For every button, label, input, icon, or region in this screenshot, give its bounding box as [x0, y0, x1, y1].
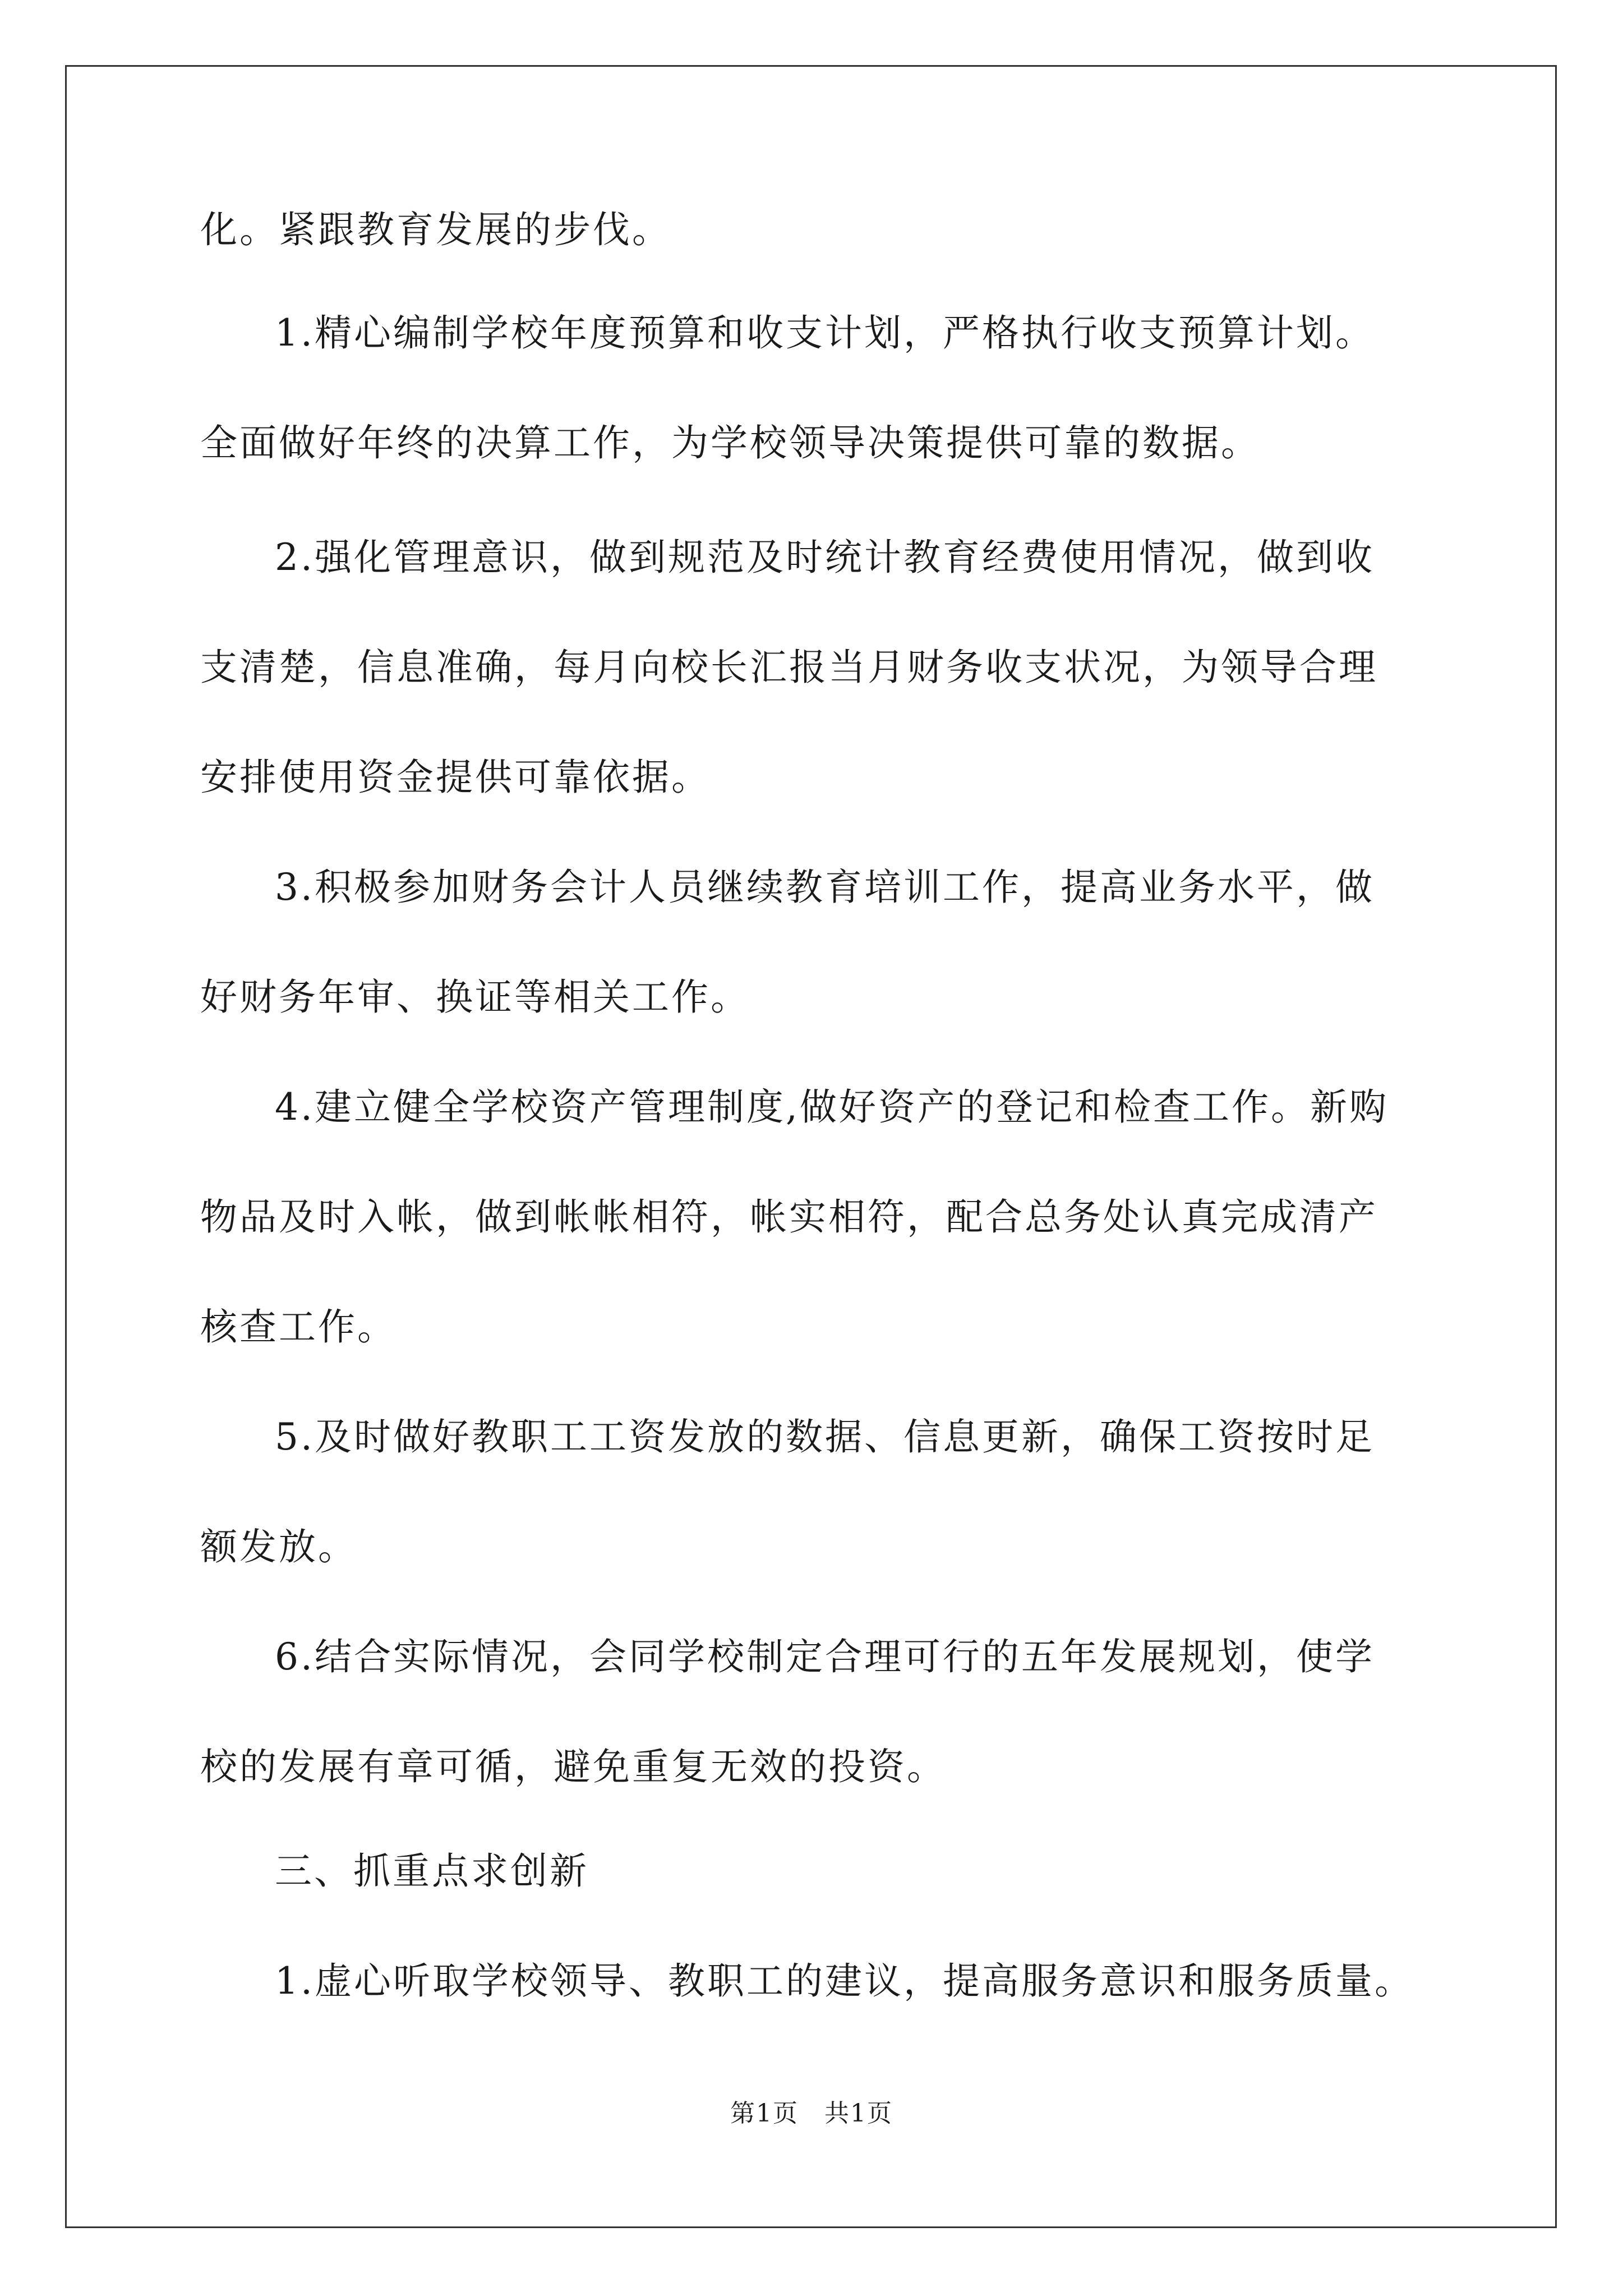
text-line: 1.虚心听取学校领导、教职工的建议，提高服务意识和服务质量。 [275, 1959, 1414, 2003]
text-line: 全面做好年终的决算工作，为学校领导决策提供可靠的数据。 [200, 421, 1260, 464]
text-line: 支清楚，信息准确，每月向校长汇报当月财务收支状况，为领导合理 [200, 646, 1378, 689]
text-line: 2.强化管理意识，做到规范及时统计教育经费使用情况，做到收 [275, 536, 1375, 579]
text-line: 3.积极参加财务会计人员继续教育培训工作，提高业务水平，做 [275, 866, 1375, 909]
text-line: 额发放。 [200, 1525, 357, 1568]
text-line: 4.建立健全学校资产管理制度,做好资产的登记和检查工作。新购 [275, 1085, 1389, 1129]
text-line: 1.精心编制学校年度预算和收支计划，严格执行收支预算计划。 [275, 311, 1375, 355]
text-line: 物品及时入帐，做到帐帐相符，帐实相符，配合总务处认真完成清产 [200, 1195, 1378, 1239]
text-line: 核查工作。 [200, 1305, 396, 1349]
text-line: 校的发展有章可循，避免重复无效的投资。 [200, 1745, 946, 1788]
section-heading: 三、抓重点求创新 [275, 1849, 589, 1893]
page-border [65, 65, 1557, 2228]
text-line: 安排使用资金提供可靠依据。 [200, 756, 711, 799]
text-line: 6.结合实际情况，会同学校制定合理可行的五年发展规划，使学 [275, 1635, 1375, 1678]
text-line: 化。紧跟教育发展的步伐。 [200, 208, 671, 251]
text-line: 好财务年审、换证等相关工作。 [200, 976, 750, 1019]
page-number: 第1页 共1页 [730, 2099, 893, 2128]
text-line: 5.及时做好教职工工资发放的数据、信息更新，确保工资按时足 [275, 1415, 1375, 1458]
